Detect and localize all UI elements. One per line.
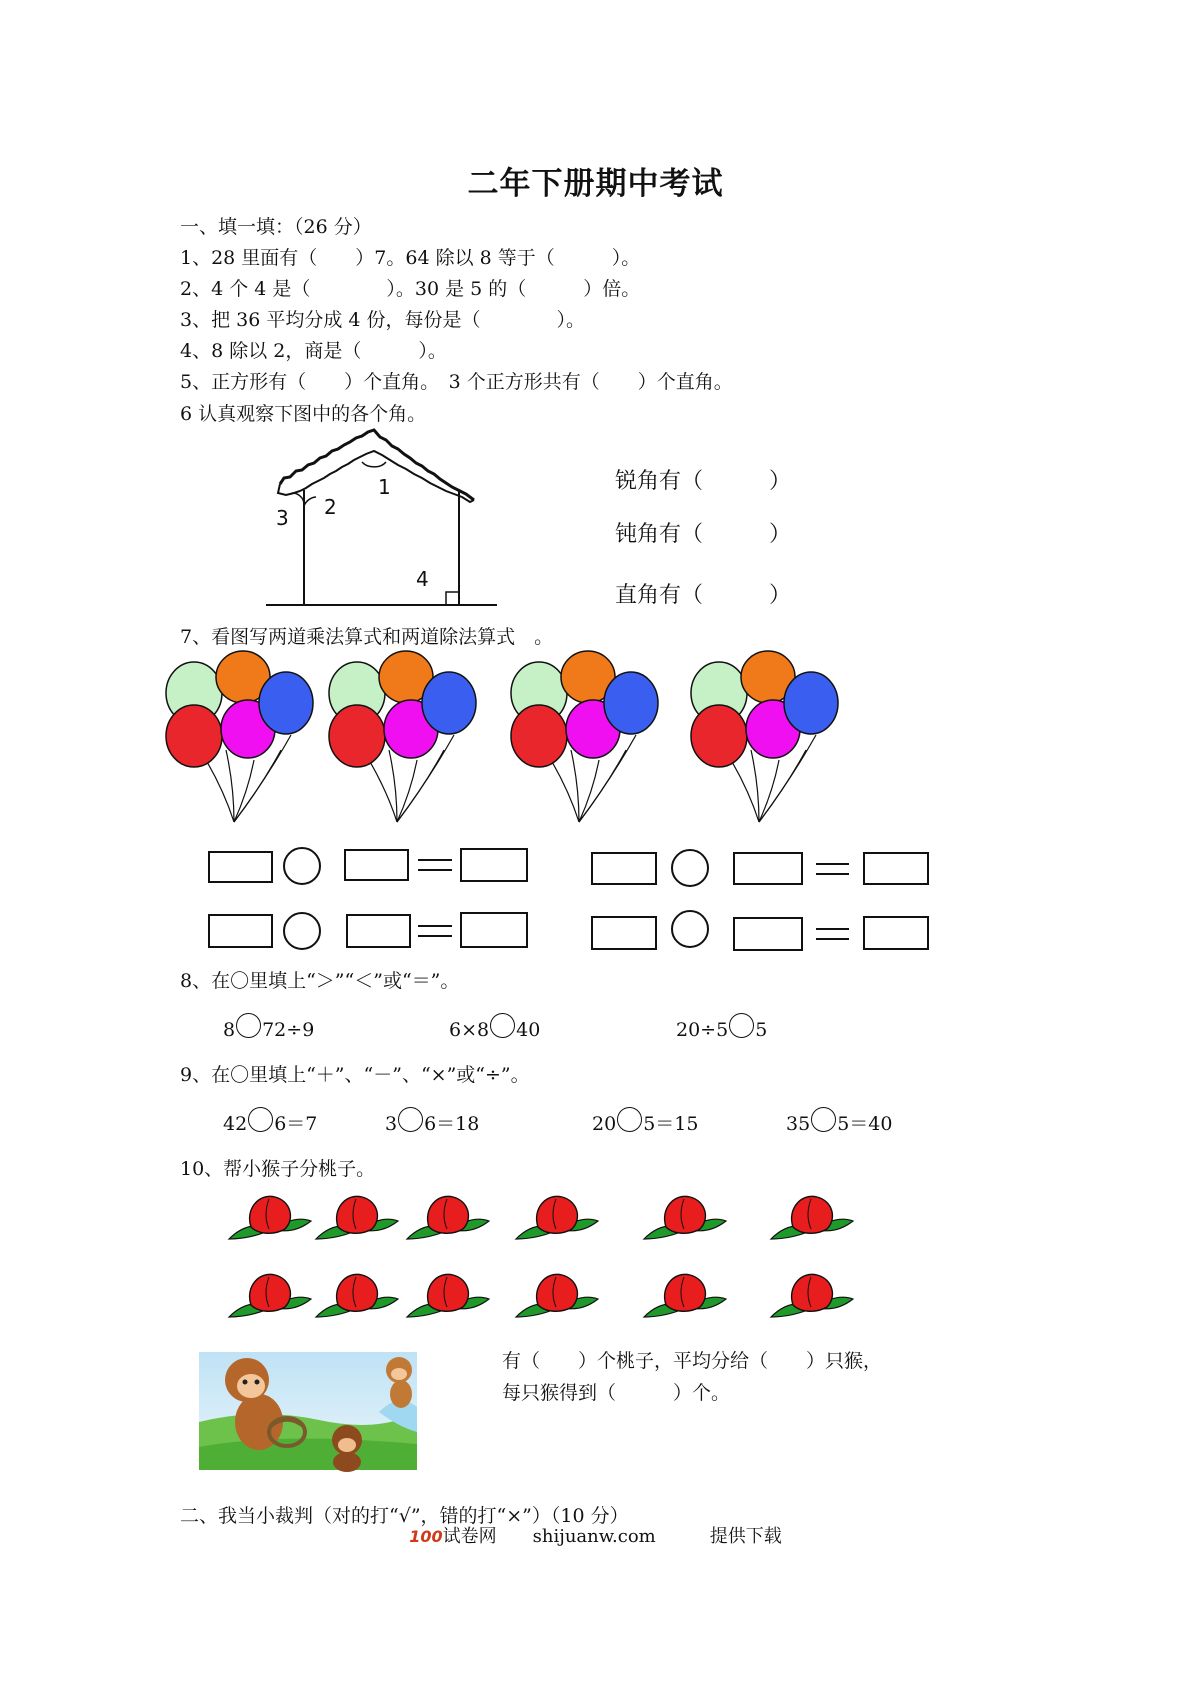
peach [407, 1196, 489, 1239]
compare-left: 6×8 [449, 1019, 490, 1041]
obtuse-angle-blank: 钝角有（ ） [615, 522, 792, 547]
section1-heading: 一、填一填：（26 分） [180, 216, 372, 238]
question-8: 8、在〇里填上“＞”“＜”或“＝”。 [180, 970, 460, 992]
operator-right: 5＝15 [643, 1113, 699, 1135]
peach [316, 1196, 398, 1239]
balloon [604, 672, 658, 734]
peach [516, 1196, 598, 1239]
question-6: 6 认真观察下图中的各个角。 [180, 403, 427, 425]
site-logo: 100 [409, 1527, 443, 1546]
angle-label-4: 4 [416, 567, 429, 591]
question-1: 1、28 里面有（ ）7。64 除以 8 等于（ ）。 [180, 247, 641, 269]
operator-left: 20 [592, 1113, 617, 1135]
peach [771, 1274, 853, 1317]
peach [229, 1196, 311, 1239]
operator-left: 42 [223, 1113, 248, 1135]
operator-left: 3 [385, 1113, 398, 1135]
peach [516, 1274, 598, 1317]
balloon [259, 672, 313, 734]
peach [229, 1274, 311, 1317]
operator-circle[interactable] [248, 1107, 273, 1132]
monkey-picture [199, 1352, 417, 1470]
balloon-group [166, 651, 313, 822]
balloon [422, 672, 476, 734]
compare-right: 72÷9 [262, 1019, 315, 1041]
angle-label-3: 3 [276, 506, 289, 530]
peach [644, 1196, 726, 1239]
operator-item-3 [592, 1107, 698, 1136]
compare-right: 40 [516, 1019, 541, 1041]
question-4: 4、8 除以 2，商是（ ）。 [180, 340, 447, 362]
balloon-group [691, 651, 838, 822]
peach [407, 1274, 489, 1317]
balloon [329, 705, 385, 767]
question-7: 7、看图写两道乘法算式和两道除法算式 。 [180, 626, 554, 648]
operator-circle[interactable] [811, 1107, 836, 1132]
operator-right: 6＝7 [274, 1113, 318, 1135]
peach [316, 1274, 398, 1317]
question-9: 9、在〇里填上“＋”、“－”、“×”或“÷”。 [180, 1064, 530, 1086]
balloon [166, 705, 222, 767]
operator-circle[interactable] [398, 1107, 423, 1132]
question-10-line-2: 每只猴得到（ ）个。 [502, 1382, 731, 1404]
compare-item-1 [223, 1013, 314, 1041]
compare-item-2 [449, 1013, 540, 1041]
page-title: 二年下册期中考试 [467, 166, 724, 202]
angle-label-1: 1 [378, 475, 391, 499]
operator-item-1 [223, 1107, 317, 1136]
footer-text: 试卷网 shijuanw.com 提供下载 [442, 1526, 782, 1547]
operator-right: 5＝40 [837, 1113, 893, 1135]
acute-angle-blank: 锐角有（ ） [615, 469, 792, 494]
question-3: 3、把 36 平均分成 4 份，每份是（ ）。 [180, 309, 586, 331]
peach [771, 1196, 853, 1239]
right-angle-blank: 直角有（ ） [615, 583, 792, 608]
compare-item-3 [676, 1013, 767, 1041]
operator-circle[interactable] [617, 1107, 642, 1132]
compare-circle[interactable] [490, 1013, 515, 1038]
question-2: 2、4 个 4 是（ ）。30 是 5 的（ ）倍。 [180, 278, 641, 300]
balloon-group [511, 651, 658, 822]
balloon-group [329, 651, 476, 822]
balloon [691, 705, 747, 767]
compare-right: 5 [755, 1019, 768, 1041]
question-10: 10、帮小猴子分桃子。 [180, 1158, 376, 1180]
angle-label-2: 2 [324, 495, 337, 519]
operator-item-2 [385, 1107, 479, 1136]
balloon [511, 705, 567, 767]
question-5: 5、正方形有（ ）个直角。 3 个正方形共有（ ）个直角。 [180, 371, 733, 393]
operator-item-4 [786, 1107, 892, 1136]
operator-right: 6＝18 [424, 1113, 480, 1135]
peach [644, 1274, 726, 1317]
compare-left: 8 [223, 1019, 236, 1041]
peach-rows [0, 0, 1, 1]
question-10-line-1: 有（ ）个桃子，平均分给（ ）只猴， [502, 1350, 883, 1372]
section2-heading: 二、我当小裁判（对的打“√”，错的打“×”）（10 分） [180, 1505, 629, 1527]
compare-left: 20÷5 [676, 1019, 729, 1041]
balloon [784, 672, 838, 734]
compare-circle[interactable] [729, 1013, 754, 1038]
footer [0, 1522, 1191, 1548]
compare-circle[interactable] [236, 1013, 261, 1038]
operator-left: 35 [786, 1113, 811, 1135]
